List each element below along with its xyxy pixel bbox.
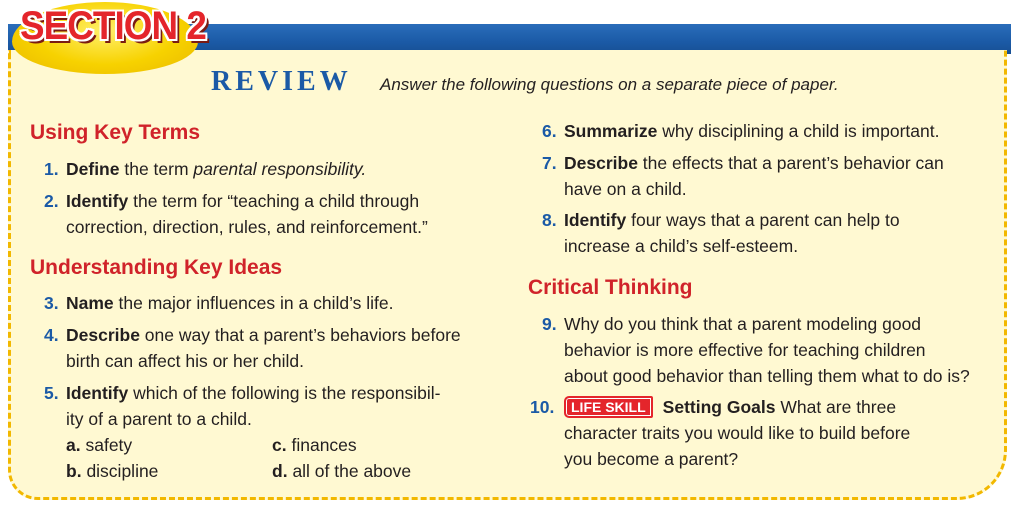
- question-7: [542, 150, 1004, 202]
- option-text: finances: [291, 435, 357, 455]
- question-verb: Describe: [66, 325, 140, 345]
- question-verb: Identify: [66, 191, 129, 211]
- review-instructions: Answer the following questions on a separate piece of paper.: [380, 75, 839, 94]
- question-text-line3: about good behavior than telling them what to do is?: [564, 366, 970, 386]
- question-2: [44, 188, 496, 240]
- question-verb: Summarize: [564, 121, 658, 141]
- option-a: [66, 432, 132, 458]
- question-number: 7.: [542, 153, 557, 173]
- question-text-line2: birth can affect his or her child.: [66, 351, 304, 371]
- question-text-line2: have on a child.: [564, 179, 687, 199]
- question-9: [542, 311, 1004, 389]
- question-text-line1: one way that a parent’s behaviors before: [139, 325, 461, 345]
- question-3: [44, 290, 496, 316]
- question-text-line2: increase a child’s self-esteem.: [564, 236, 799, 256]
- option-text: all of the above: [292, 461, 412, 481]
- question-number: 5.: [44, 383, 59, 403]
- question-number: 10.: [530, 397, 555, 417]
- question-number: 6.: [542, 121, 557, 141]
- question-number: 2.: [44, 191, 59, 211]
- question-8: [542, 207, 1004, 259]
- question-number: 3.: [44, 293, 59, 313]
- question-text-line1: the term for “teaching a child through: [128, 191, 420, 211]
- question-text-line1: What are three: [775, 397, 897, 417]
- section-label: SECTION 2: [20, 4, 206, 48]
- option-letter: b.: [66, 461, 82, 481]
- heading-using-key-terms: Using Key Terms: [30, 121, 200, 144]
- question-10: [530, 394, 1004, 472]
- option-letter: a.: [66, 435, 81, 455]
- question-verb: Setting Goals: [662, 397, 776, 417]
- question-term: parental responsibility.: [193, 159, 367, 179]
- heading-understanding-key-ideas: Understanding Key Ideas: [30, 256, 283, 279]
- question-text-line2: correction, direction, rules, and reinforcement.”: [66, 217, 428, 237]
- question-number: 8.: [542, 210, 557, 230]
- question-text-line2: character traits you would like to build before: [564, 423, 911, 443]
- question-verb: Define: [66, 159, 120, 179]
- review-title: REVIEW: [211, 66, 352, 97]
- question-text-line2: behavior is more effective for teaching children: [564, 340, 926, 360]
- option-text: safety: [85, 435, 133, 455]
- option-letter: d.: [272, 461, 288, 481]
- option-c: [272, 432, 357, 458]
- question-number: 4.: [44, 325, 59, 345]
- question-text-line1: which of the following is the responsibil-: [128, 383, 441, 403]
- question-text-line2: ity of a parent to a child.: [66, 409, 252, 429]
- question-number: 9.: [542, 314, 557, 334]
- option-b: [66, 458, 158, 484]
- question-verb: Identify: [66, 383, 129, 403]
- option-text: discipline: [86, 461, 159, 481]
- question-1: [44, 156, 496, 182]
- life-skill-badge: LIFE SKILL: [564, 396, 653, 418]
- question-text-line1: Why do you think that a parent modeling good: [564, 314, 922, 334]
- question-text: why disciplining a child is important.: [657, 121, 940, 141]
- question-text-line1: four ways that a parent can help to: [626, 210, 900, 230]
- heading-critical-thinking: Critical Thinking: [528, 276, 693, 299]
- question-verb: Identify: [564, 210, 627, 230]
- question-text: the term: [119, 159, 194, 179]
- question-5: [44, 380, 506, 432]
- question-text: the major influences in a child’s life.: [113, 293, 394, 313]
- question-text-line3: you become a parent?: [564, 449, 739, 469]
- question-verb: Name: [66, 293, 114, 313]
- question-verb: Describe: [564, 153, 638, 173]
- question-text-line1: the effects that a parent’s behavior can: [637, 153, 944, 173]
- question-6: [542, 118, 1004, 144]
- question-number: 1.: [44, 159, 59, 179]
- option-letter: c.: [272, 435, 287, 455]
- option-d: [272, 458, 411, 484]
- question-4: [44, 322, 506, 374]
